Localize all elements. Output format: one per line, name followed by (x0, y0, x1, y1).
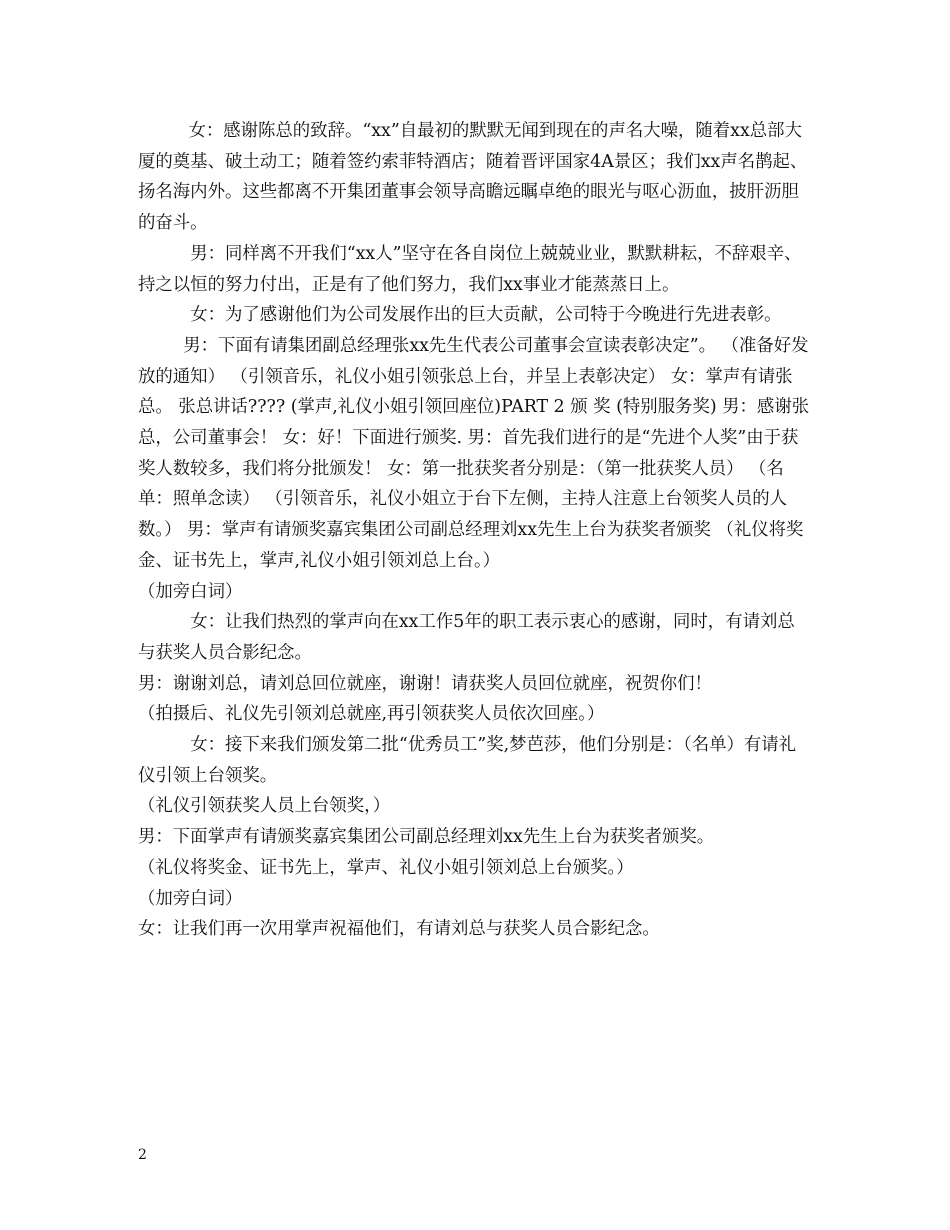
paragraph: 男：谢谢刘总，请刘总回位就座，谢谢！请获奖人员回位就座，祝贺你们！ (138, 673, 712, 694)
paragraph: 男：下面掌声有请颁奖嘉宾集团公司副总经理刘xx先生上台为获奖者颁奖。 (138, 827, 715, 848)
page-number: 2 (138, 1147, 147, 1163)
paragraph: （拍摄后、礼仪先引领刘总就座,再引领获奖人员依次回座。） (138, 704, 605, 725)
paragraph: 男：同样离不开我们“xx人”坚守在各自岗位上兢兢业业，默默耕耘，不辞艰辛、持之以恒的努力付出，正是有了他们努力，我们xx事业才能蒸蒸日上。 (138, 243, 802, 295)
paragraph: （加旁白词） (138, 888, 243, 909)
paragraph: 女：让我们再一次用掌声祝福他们，有请刘总与获奖人员合影纪念。 (138, 919, 660, 940)
paragraph: （礼仪引领获奖人员上台领奖，） (138, 796, 391, 817)
paragraph: 女：感谢陈总的致辞。“xx”自最初的默默无闻到现在的声名大噪，随着xx总部大厦的奠基、破土动工；随着签约索菲特酒店；随着晋评国家4A景区；我们xx声名鹊起、扬名海内外。这些都离不开集团董事会领导高瞻远瞩卓绝的眼光与呕心沥血，披肝沥胆的奋斗。 (138, 121, 808, 234)
paragraph: 男：下面有请集团副总经理张xx先生代表公司董事会宣读表彰决定”。 （准备好发放的通知） （引领音乐，礼仪小姐引领张总上台，并呈上表彰决定） 女：掌声有请张总。 张总讲话???? (掌声,礼仪小姐引领回座位)PART 2 颁 奖 (特别服务奖) 男：感谢张总，公司董事会！ 女：好！下面进行颁奖. 男：首先我们进行的是“先进个人奖”由于获奖人数较多，我们将分批颁发！ 女：第一批获奖者分别是：（第一批获奖人员） （名单：照单念读） （引领音乐，礼仪小姐立于台下左侧，主持人注意上台领奖人员的人数。） 男：掌声有请颁奖嘉宾集团公司副总经理刘xx先生上台为获奖者颁奖 （礼仪将奖金、证书先上，掌声,礼仪小姐引领刘总上台。） (138, 335, 810, 571)
paragraph: （加旁白词） (138, 581, 243, 602)
paragraph: 女：让我们热烈的掌声向在xx工作5年的职工表示衷心的感谢，同时，有请刘总与获奖人员合影纪念。 (138, 612, 795, 663)
paragraph: 女：为了感谢他们为公司发展作出的巨大贡献，公司特于今晚进行先进表彰。 (190, 305, 782, 326)
document-body (138, 116, 812, 945)
paragraph: 女：接下来我们颁发第二批“优秀员工”奖,梦芭莎，他们分别是：（名单）有请礼仪引领上台领奖。 (138, 735, 797, 786)
paragraph: （礼仪将奖金、证书先上，掌声、礼仪小姐引领刘总上台颁奖。） (138, 857, 634, 878)
